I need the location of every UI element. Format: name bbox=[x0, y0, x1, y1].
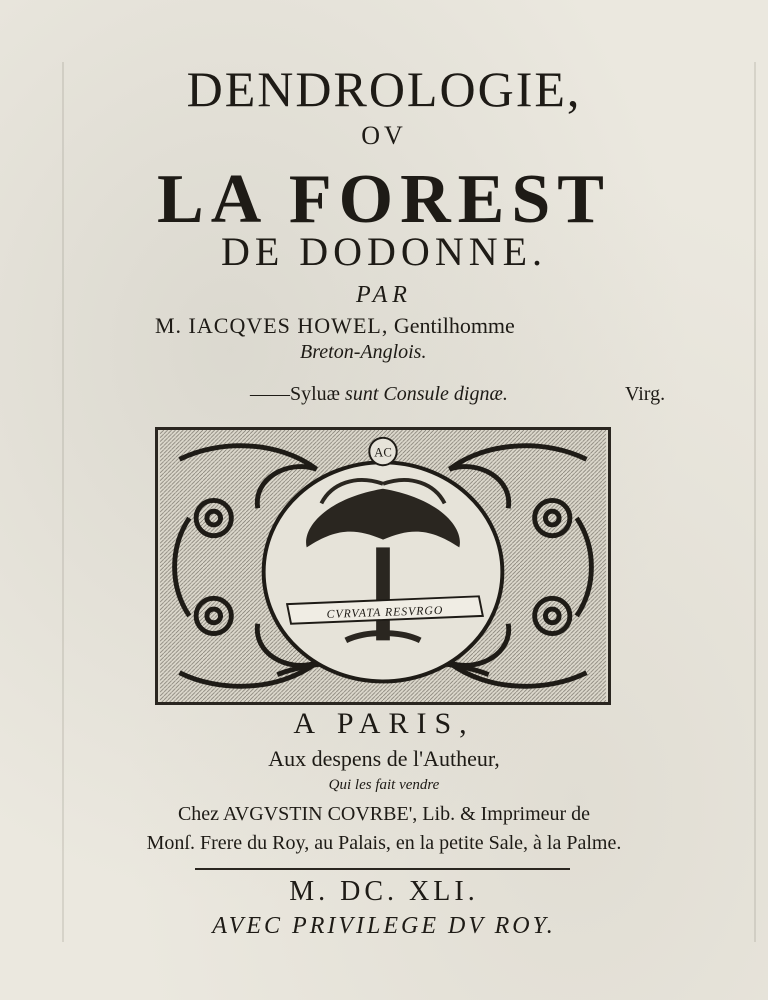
author-name: M. IACQVES HOWEL, bbox=[155, 313, 389, 338]
printers-emblem bbox=[155, 427, 611, 705]
byline-par: PAR bbox=[356, 282, 412, 308]
imprint-expense: Aux despens de l'Autheur, bbox=[268, 746, 500, 771]
title-line-ou: OV bbox=[361, 121, 407, 150]
author-origin: Breton-Anglois. bbox=[300, 341, 427, 363]
emblem-illustration bbox=[158, 430, 608, 702]
divider-rule bbox=[195, 868, 570, 870]
motto-text: CVRVATA RESVRGO bbox=[326, 603, 444, 621]
title-line-la-forest: LA FOREST bbox=[157, 161, 611, 238]
title-line-dendrologie: DENDROLOGIE, bbox=[186, 61, 582, 117]
imprint-sold: Qui les fait vendre bbox=[328, 777, 440, 793]
epigraph-quote-italic: sunt Consule dignæ. bbox=[345, 383, 508, 405]
epigraph-quote-plain: Syluæ bbox=[290, 383, 346, 405]
imprint-address: Monſ. Frere du Roy, au Palais, en la petite Sale, à la Palme. bbox=[146, 832, 622, 854]
author-line bbox=[155, 313, 515, 339]
title-line-de-dodonne: DE DODONNE. bbox=[220, 229, 548, 274]
author-title: Gentilhomme bbox=[388, 313, 515, 338]
publication-date: M. DC. XLI. bbox=[289, 876, 479, 907]
epigraph bbox=[250, 383, 508, 406]
monogram-text: AC bbox=[374, 445, 392, 460]
imprint-printer: Chez AVGVSTIN COVRBE', Lib. & Imprimeur de bbox=[177, 803, 591, 825]
imprint-city: A PARIS, bbox=[293, 707, 475, 740]
epigraph-source: Virg. bbox=[625, 383, 666, 405]
epigraph-dash: —— bbox=[250, 383, 290, 405]
privilege-line: AVEC PRIVILEGE DV ROY. bbox=[212, 913, 556, 939]
